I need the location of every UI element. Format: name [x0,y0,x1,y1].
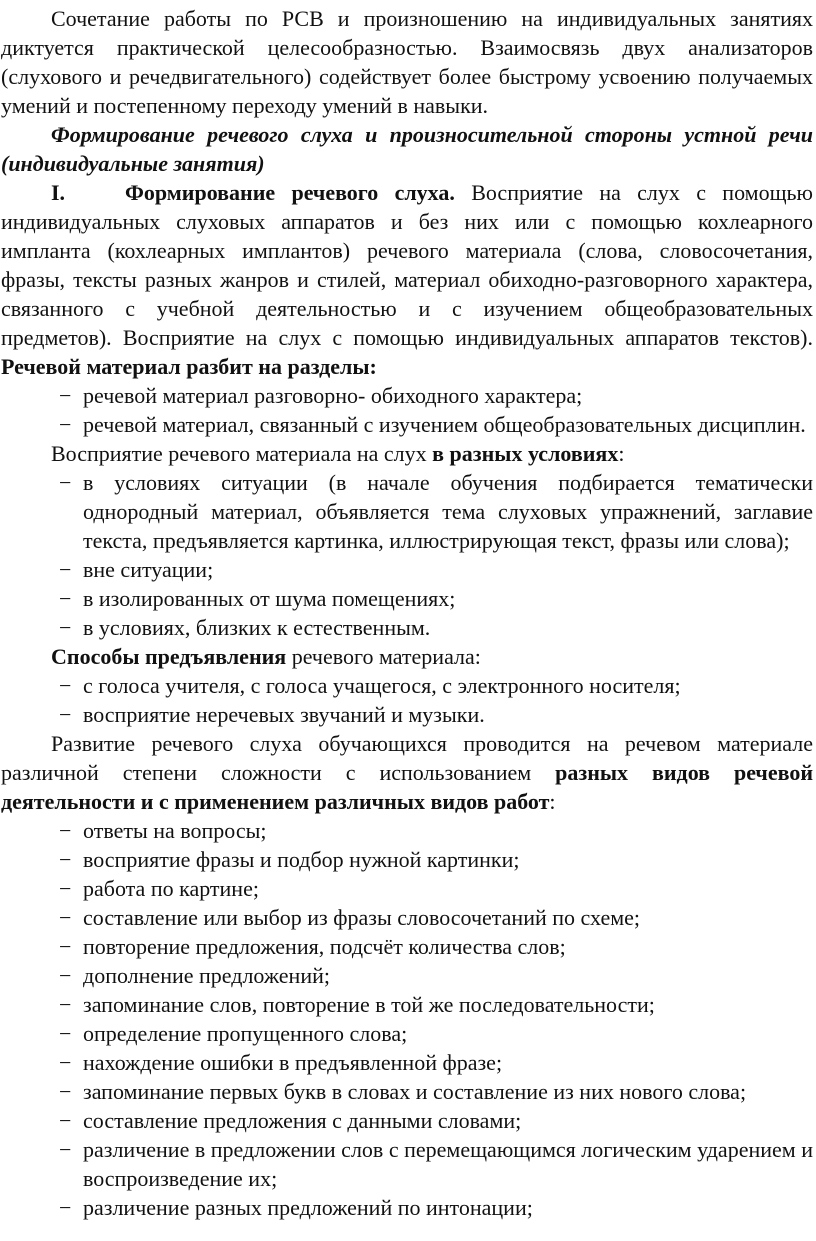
dash-marker: − [59,847,72,872]
list-item: − различение разных предложений по интонации; [59,1195,533,1220]
dash-marker: − [59,470,72,495]
dash-marker: − [59,702,72,727]
list-item: − составление или выбор из фразы словосочетаний по схеме; [59,905,641,930]
dash-marker: − [59,818,72,843]
section-text: Восприятие на слух с помощью индивидуальных слуховых аппаратов и без них или с помощью кохлеарного импланта (кохлеарных имплантов) речевого материала (слова, словосочетания, фразы, тексты разных жанров и стилей, материал обиходно-разговорного характера, связанного с учебной деятельностью и с изучением общеобразовательных предметов). Восприятие на слух с помощью индивидуальных аппаратов текстов). [1,180,813,350]
list-item: − в изолированных от шума помещениях; [59,586,456,611]
list-item: − вне ситуации; [59,557,214,582]
section-heading: Формирование речевого слуха и произносительной стороны устной речи (индивидуальные занятия) [1,122,813,176]
methods-list [1,671,813,729]
dash-marker: − [59,963,72,988]
list-item: − запоминание слов, повторение в той же последовательности; [59,992,655,1017]
list-item: − определение пропущенного слова; [59,1021,408,1046]
list-item: − с голоса учителя, с голоса учащегося, с электронного носителя; [59,673,681,698]
list-item: − ответы на вопросы; [59,818,267,843]
methods-paragraph: Способы предъявления речевого материала: [51,644,481,669]
section-paragraph [1,178,813,381]
section-bold-tail: Речевой материал разбит на разделы: [1,354,377,379]
dash-marker: − [59,615,72,640]
list-item: − составление предложения с данными словами; [59,1108,522,1133]
list-item: − речевой материал разговорно- обиходного характера; [59,383,583,408]
list-item: − в условиях ситуации (в начале обучения подбирается тематически однородный материал, объявляется тема слуховых упражнений, заглавие текста, предъявляется картинка, иллюстрирующая текст, фразы или слова); [59,470,813,553]
dash-marker: − [59,934,72,959]
dash-marker: − [59,383,72,408]
sections-list [1,381,813,439]
dash-marker: − [59,673,72,698]
section-title: Формирование речевого слуха. [125,180,455,205]
list-item: − восприятие фразы и подбор нужной картинки; [59,847,520,872]
development-paragraph: Развитие речевого слуха обучающихся проводится на речевом материале различной степени сложности с использованием разных видов речевой деятельности и с применением различных видов работ: [1,731,813,814]
dash-marker: − [59,586,72,611]
dash-marker: − [59,1137,72,1162]
list-item: − запоминание первых букв в словах и составление из них нового слова; [59,1079,747,1104]
list-item: − дополнение предложений; [59,963,330,988]
work-types-list [1,816,813,1222]
list-item: − работа по картине; [59,876,259,901]
dash-marker: − [59,1079,72,1104]
dash-marker: − [59,1050,72,1075]
list-item: − восприятие неречевых звучаний и музыки. [59,702,485,727]
dash-marker: − [59,1195,72,1220]
dash-marker: − [59,1021,72,1046]
list-item: − речевой материал, связанный с изучением общеобразовательных дисциплин. [59,412,806,437]
conditions-list [1,468,813,642]
dash-marker: − [59,412,72,437]
dash-marker: − [59,905,72,930]
list-item: − повторение предложения, подсчёт количества слов; [59,934,566,959]
list-item: − различение в предложении слов с перемещающимся логическим ударением и воспроизведение их; [59,1137,813,1191]
dash-marker: − [59,1108,72,1133]
section-number: I. [51,180,66,205]
list-item: − в условиях, близких к естественным. [59,615,431,640]
document-page [1,4,813,1222]
list-item: − нахождение ошибки в предъявленной фразе; [59,1050,503,1075]
dash-marker: − [59,992,72,1017]
dash-marker: − [59,876,72,901]
intro-paragraph: Сочетание работы по РСВ и произношению на индивидуальных занятиях диктуется практической целесообразностью. Взаимосвязь двух анализаторов (слухового и речедвигательного) содействует более быстрому усвоению получаемых умений и постепенному переходу умений в навыки. [1,6,813,118]
conditions-paragraph: Восприятие речевого материала на слух в разных условиях: [51,441,625,466]
dash-marker: − [59,557,72,582]
